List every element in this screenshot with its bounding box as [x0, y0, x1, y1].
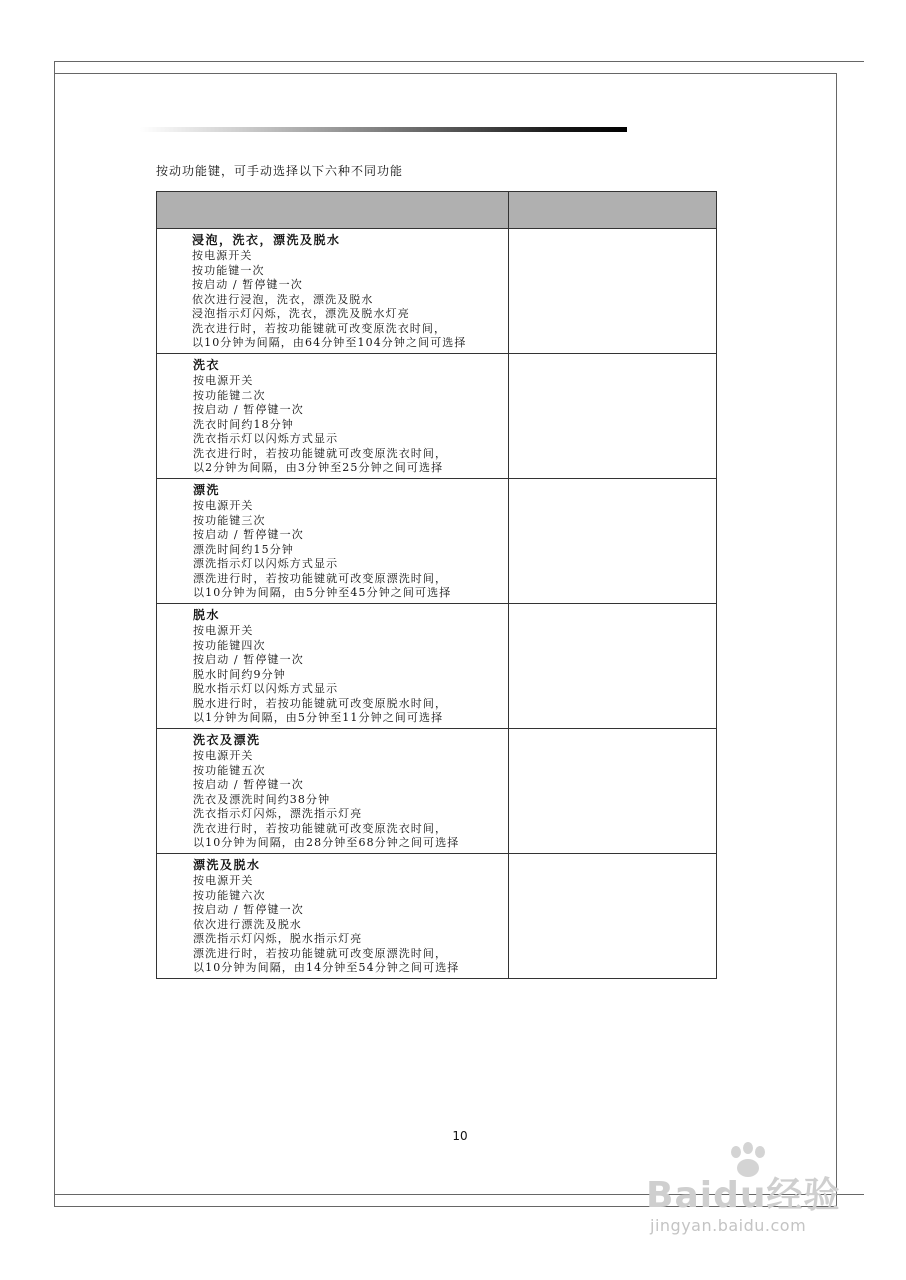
table-row [157, 229, 717, 354]
function-step-line: 洗衣进行时，若按功能键就可改变原洗衣时间， [193, 446, 448, 460]
function-block [157, 729, 508, 853]
function-table-body [157, 229, 717, 979]
table-row [157, 354, 717, 479]
function-step-line: 按启动 / 暂停键一次 [193, 903, 304, 916]
watermark-url-text: jingyan.baidu.com [650, 1216, 807, 1235]
function-step-line: 脱水进行时，若按功能键就可改变原脱水时间， [193, 696, 448, 710]
function-illustration-cell [509, 354, 717, 479]
function-illustration-cell [509, 604, 717, 729]
function-block [157, 854, 508, 978]
function-step-line: 浸泡指示灯闪烁，洗衣，漂洗及脱水灯亮 [192, 307, 410, 320]
function-block [157, 229, 508, 353]
function-illustration-cell [509, 229, 717, 354]
function-step-line: 漂洗指示灯闪烁，脱水指示灯亮 [193, 932, 363, 945]
table-row [157, 479, 717, 604]
function-description-cell [157, 229, 509, 354]
function-step-line: 按电源开关 [193, 499, 254, 512]
function-step-line: 按功能键三次 [193, 513, 266, 527]
function-step-line: 脱水时间约9分钟 [193, 667, 286, 681]
function-step-line: 按启动 / 暂停键一次 [193, 653, 304, 666]
function-description-cell [157, 729, 509, 854]
function-step-line: 依次进行浸泡，洗衣，漂洗及脱水 [192, 292, 374, 306]
function-step-line: 按电源开关 [193, 874, 254, 887]
function-step-line: 按功能键一次 [192, 263, 265, 277]
page-frame-top-inner-line [54, 73, 836, 74]
function-step-line: 按功能键四次 [193, 638, 266, 652]
function-title: 漂洗及脱水 [193, 858, 261, 872]
table-header-cell-right [509, 192, 717, 229]
function-step-line: 洗衣指示灯闪烁，漂洗指示灯亮 [193, 807, 363, 820]
table-header-cell-left [157, 192, 509, 229]
function-description-cell [157, 479, 509, 604]
function-step-line: 按启动 / 暂停键一次 [193, 403, 304, 416]
function-step-line: 漂洗指示灯以闪烁方式显示 [193, 557, 339, 570]
function-step-line: 漂洗进行时，若按功能键就可改变原漂洗时间， [193, 571, 448, 585]
function-step-line: 洗衣进行时，若按功能键就可改变原洗衣时间， [193, 821, 448, 835]
table-row [157, 604, 717, 729]
function-description-cell [157, 854, 509, 979]
function-step-line: 按电源开关 [193, 624, 254, 637]
function-step-line: 脱水指示灯以闪烁方式显示 [193, 682, 339, 695]
function-step-line: 按启动 / 暂停键一次 [193, 528, 304, 541]
function-step-line: 以10分钟为间隔，由14分钟至54分钟之间可选择 [193, 961, 460, 974]
function-step-line: 洗衣及漂洗时间约38分钟 [193, 792, 331, 806]
function-step-line: 以10分钟为间隔，由64分钟至104分钟之间可选择 [192, 336, 467, 349]
function-illustration-cell [509, 729, 717, 854]
function-step-line: 按功能键五次 [193, 763, 266, 777]
function-step-line: 按电源开关 [192, 249, 253, 262]
function-step-line: 按功能键二次 [193, 388, 266, 402]
function-illustration-cell [509, 854, 717, 979]
function-step-line: 按电源开关 [193, 749, 254, 762]
function-illustration-cell [509, 479, 717, 604]
function-title: 脱水 [193, 608, 221, 622]
function-step-line: 以2分钟为间隔，由3分钟至25分钟之间可选择 [193, 461, 444, 474]
function-step-line: 按启动 / 暂停键一次 [193, 778, 304, 791]
header-gradient-bar [140, 127, 627, 132]
function-step-line: 漂洗进行时，若按功能键就可改变原漂洗时间， [193, 946, 448, 960]
function-description-cell [157, 354, 509, 479]
function-step-line: 按功能键六次 [193, 888, 266, 902]
function-step-line: 依次进行漂洗及脱水 [193, 917, 302, 931]
table-row [157, 854, 717, 979]
page-frame-top-line [54, 61, 864, 62]
function-step-line: 洗衣指示灯以闪烁方式显示 [193, 432, 339, 445]
function-block [157, 354, 508, 478]
baidu-watermark [640, 1140, 870, 1270]
function-title: 浸泡，洗衣，漂洗及脱水 [192, 233, 341, 247]
page-frame-right-line [836, 73, 837, 1207]
function-block [157, 604, 508, 728]
function-title: 洗衣 [193, 358, 221, 372]
function-step-line: 漂洗时间约15分钟 [193, 542, 294, 556]
watermark-main-text: Baidu经验 [646, 1175, 841, 1216]
function-step-line: 洗衣进行时，若按功能键就可改变原洗衣时间， [192, 321, 447, 335]
function-step-line: 洗衣时间约18分钟 [193, 417, 294, 431]
function-table [156, 191, 717, 979]
function-step-line: 按电源开关 [193, 374, 254, 387]
table-row [157, 729, 717, 854]
function-title: 漂洗 [193, 483, 221, 497]
function-step-line: 以10分钟为间隔，由28分钟至68分钟之间可选择 [193, 836, 460, 849]
function-step-line: 按启动 / 暂停键一次 [192, 278, 303, 291]
page-frame-left-line [54, 61, 55, 1207]
table-header-row [157, 192, 717, 229]
intro-text: 按动功能键，可手动选择以下六种不同功能 [156, 164, 404, 178]
function-step-line: 以10分钟为间隔，由5分钟至45分钟之间可选择 [193, 586, 452, 599]
function-title: 洗衣及漂洗 [193, 733, 261, 747]
function-block [157, 479, 508, 603]
function-description-cell [157, 604, 509, 729]
page-number: 10 [452, 1129, 468, 1143]
function-step-line: 以1分钟为间隔，由5分钟至11分钟之间可选择 [193, 711, 444, 724]
